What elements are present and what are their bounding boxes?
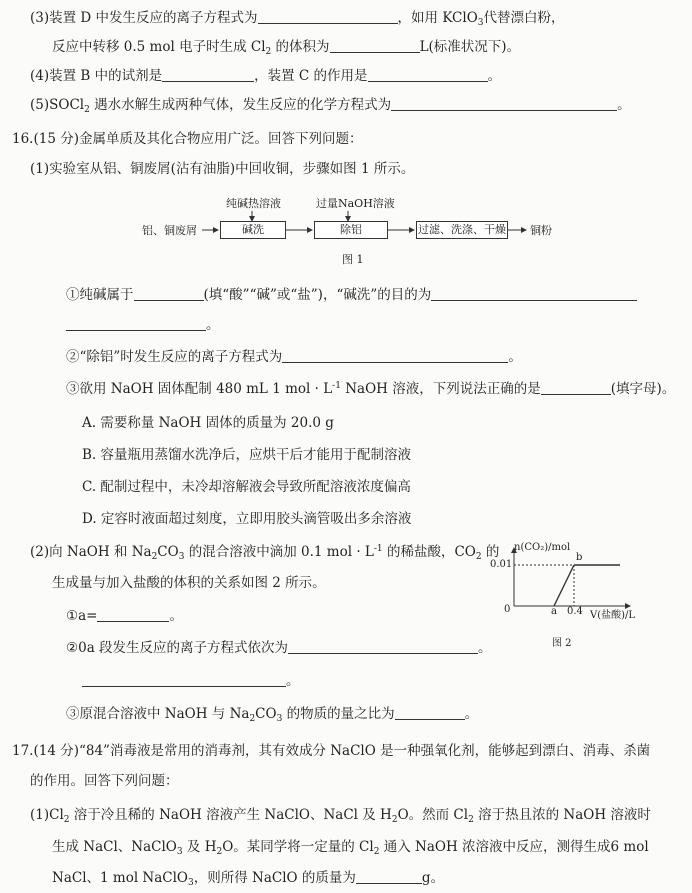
- figure-2-caption: 图 2: [552, 638, 572, 649]
- figure-1-flowchart: [142, 193, 570, 271]
- flow-step-2: 除铝: [314, 221, 388, 239]
- q16-2-stem-cont: 生成量与加入盐酸的体积的关系如图 2 所示。: [52, 575, 326, 591]
- option-a: A. 需要称量 NaOH 固体的质量为 20.0 g: [82, 415, 334, 431]
- q15-5: (5)SOCl$_2$ 遇水水解生成两种气体，发生反应的化学方程式为 。: [30, 97, 631, 115]
- q17-header: 17.(14 分)“84”消毒液是常用的消毒剂，其有效成分 NaClO 是一种强氧化剂，能够起到漂白、消毒、杀菌: [12, 743, 651, 759]
- answer-blank[interactable]: [431, 286, 637, 301]
- graph-plot: [490, 540, 685, 620]
- option-d: D. 定容时液面超过刻度，立即用胶头滴管吸出多余溶液: [82, 511, 412, 527]
- q16-2-2: ②0a 段发生反应的离子方程式依次为 。: [66, 640, 492, 656]
- answer-blank[interactable]: [541, 380, 611, 395]
- answer-blank[interactable]: [330, 38, 420, 53]
- q16-2-1: ①a= 。: [66, 608, 183, 624]
- q17-1-line2: 生成 NaCl、NaClO$_3$ 及 $H_2O$。某同学将一定量的 $Cl_2$ 通入 NaOH 浓溶液中反应，测得生成6 mol: [52, 839, 649, 857]
- reagent-label: 纯碱热溶液: [226, 197, 281, 210]
- origin-label: 0: [504, 604, 511, 615]
- curve-rise: [554, 565, 574, 606]
- q15-4: (4)装置 B 中的试剂是 ，装置 C 的作用是 。: [30, 68, 502, 84]
- x-tick-a: a: [551, 606, 557, 617]
- q16-1-3: ③欲用 NaOH 固体配制 480 mL 1 mol · $L^{-1}$ NaOH 溶液，下列说法正确的是 (填字母)。: [66, 381, 676, 397]
- q15-3-line1: (3)装置 D 中发生反应的离子方程式为 ，如用 KClO$_3$代替漂白粉，: [30, 10, 565, 28]
- q15-3-line2: 反应中转移 0.5 mol 电子时生成 $Cl_2$ 的体积为 L(标准状况下)。: [52, 39, 521, 57]
- y-axis-label: n(CO₂)/mol: [514, 542, 571, 553]
- figure-1-caption: 图 1: [342, 253, 364, 266]
- q16-2-stem: (2)向 NaOH 和 $Na_2CO_3$ 的混合溶液中滴加 0.1 mol · $L^{-1}$ 的稀盐酸，$CO_2$ 的: [30, 544, 500, 562]
- flow-end: 铜粉: [530, 224, 552, 237]
- y-tick: 0.01: [490, 559, 513, 570]
- answer-blank[interactable]: [97, 607, 169, 622]
- answer-blank[interactable]: [395, 705, 465, 720]
- q16-2-3: ③原混合溶液中 NaOH 与 $Na_2CO_3$ 的物质的量之比为 。: [66, 706, 479, 724]
- q16-header: 16.(15 分)金属单质及其化合物应用广泛。回答下列问题：: [12, 131, 363, 147]
- answer-blank[interactable]: [356, 869, 422, 884]
- x-tick-0-4: 0.4: [567, 606, 583, 617]
- reagent-label: 过量NaOH溶液: [316, 197, 395, 210]
- flow-step-1: 碱洗: [220, 221, 286, 239]
- option-c: C. 配制过程中，未冷却溶解液会导致所配溶液浓度偏高: [82, 479, 411, 495]
- q17-header-cont: 的作用。回答下列问题：: [30, 773, 179, 789]
- option-b: B. 容量瓶用蒸馏水洗净后，应烘干后才能用于配制溶液: [82, 447, 412, 463]
- q16-2-2-cont: 。: [82, 672, 300, 690]
- flow-step-3: 过滤、洗涤、干燥: [416, 221, 508, 239]
- answer-blank[interactable]: [134, 286, 204, 301]
- answer-blank[interactable]: [368, 67, 488, 82]
- q16-1-stem: (1)实验室从铝、铜废屑(沾有油脂)中回收铜，步骤如图 1 所示。: [30, 161, 415, 177]
- answer-blank[interactable]: [391, 96, 617, 111]
- answer-blank[interactable]: [66, 316, 206, 331]
- answer-blank[interactable]: [282, 348, 508, 363]
- answer-blank[interactable]: [162, 67, 254, 82]
- point-b-label: b: [576, 552, 583, 563]
- flow-start: 铝、铜废屑: [142, 224, 197, 237]
- q17-1-line1: $(1)Cl_2$ 溶于冷且稀的 NaOH 溶液产生 NaClO、NaCl 及 $H_2O$。然而 $Cl_2$ 溶于热且浓的 NaOH 溶液时: [30, 807, 651, 825]
- answer-blank[interactable]: [82, 672, 286, 687]
- answer-blank[interactable]: [258, 9, 398, 24]
- q16-1-2: ②“除铝”时发生反应的离子方程式为 。: [66, 349, 522, 365]
- q16-1-1-cont: 。: [66, 316, 220, 334]
- figure-2-graph: [490, 540, 685, 650]
- x-axis-label: V(盐酸)/L: [590, 610, 636, 621]
- answer-blank[interactable]: [288, 639, 478, 654]
- q17-1-line3: NaCl、1 mol NaClO$_3$，则所得 NaClO 的质量为 g。: [52, 870, 445, 888]
- q16-1-1: ①纯碱属于 (填“酸”“碱”或“盐”)，“碱洗”的目的为: [66, 286, 637, 304]
